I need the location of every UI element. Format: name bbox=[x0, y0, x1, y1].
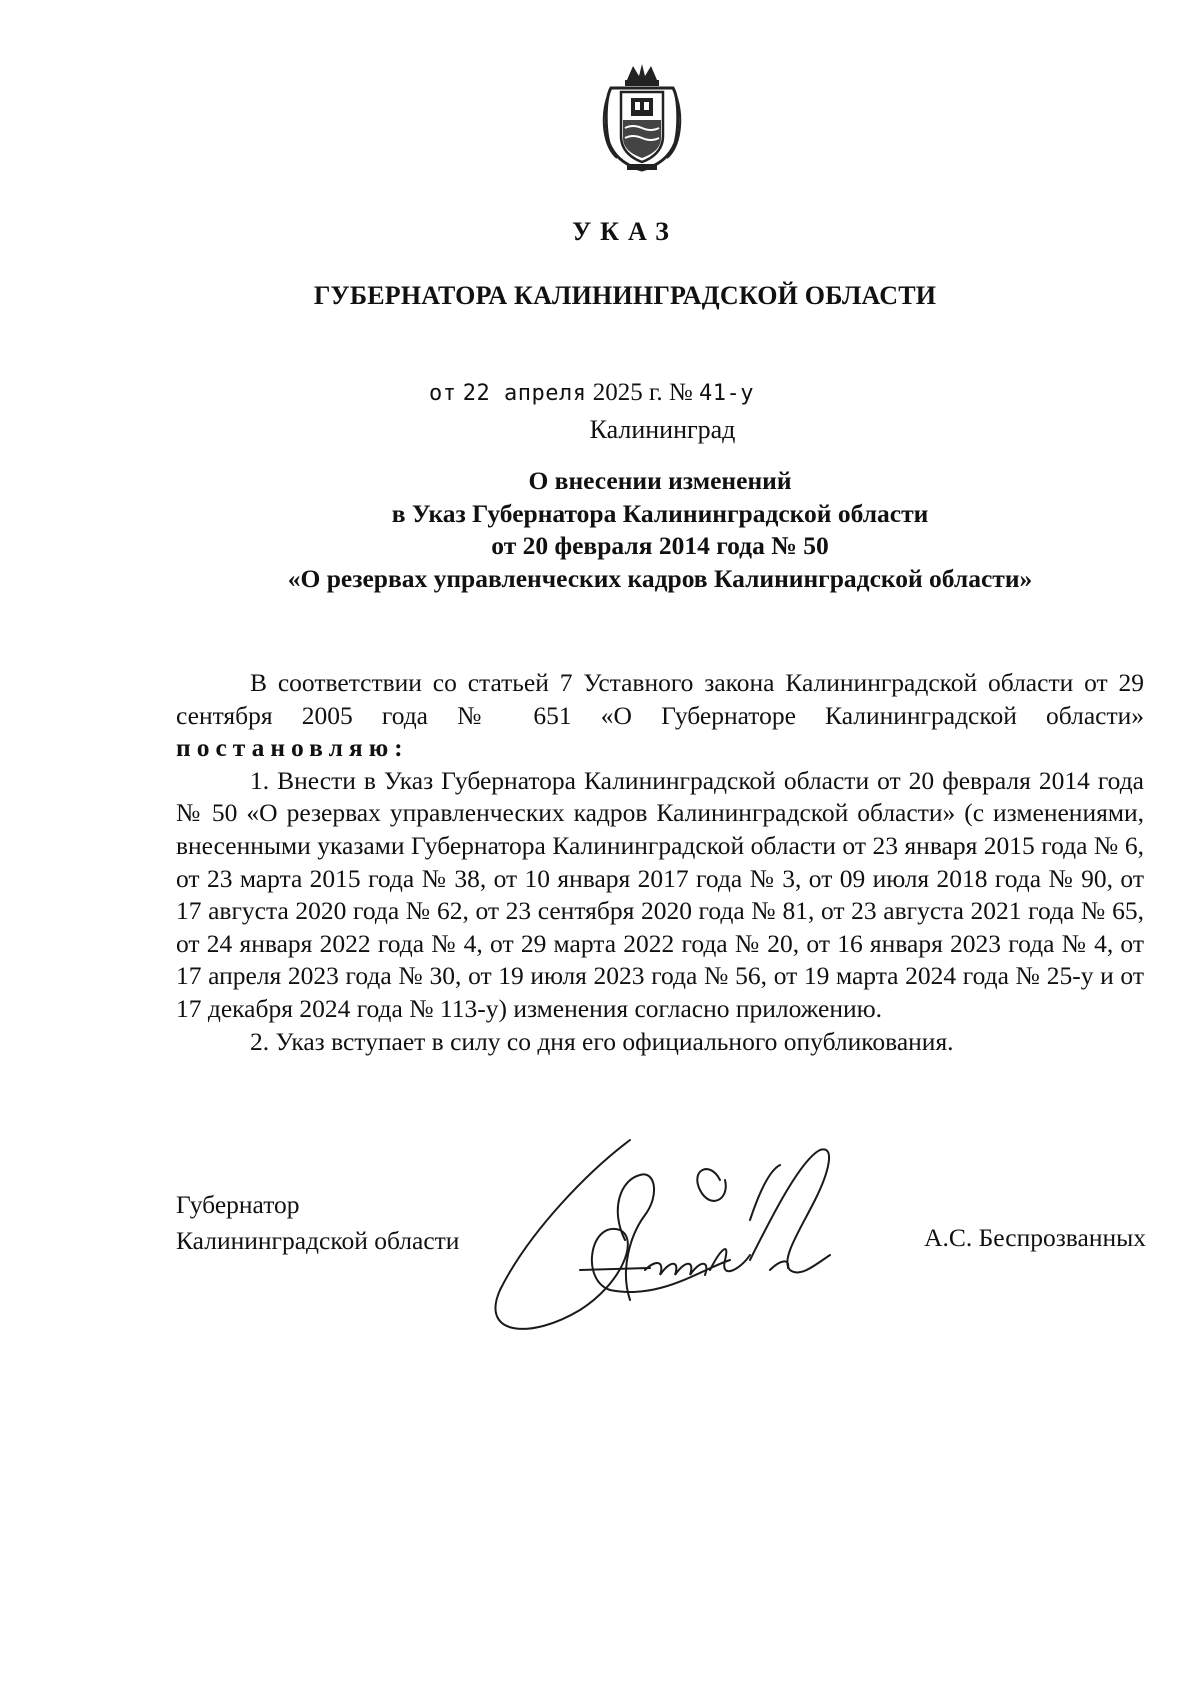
coat-of-arms-icon bbox=[597, 58, 687, 178]
signatory-position bbox=[176, 1187, 459, 1259]
handwritten-signature-icon bbox=[470, 1120, 890, 1355]
document-heading bbox=[200, 465, 1120, 595]
city-name: Калининград bbox=[589, 415, 736, 444]
date-prefix: от bbox=[429, 381, 457, 406]
heading-line: в Указ Губернатора Калининградской области bbox=[391, 498, 929, 528]
clause-1: 1. Внести в Указ Губернатора Калининградской области от 20 февраля 2014 года № 50 «О резервах управленческих кадров Калининградской области» (с изменениями, внесенными указами Губернатора Калининградской области от 23 января 2015 года № 6, от 23 марта 2015 года № 38, от 10 января 2017 года № 3, от 09 июля 2018 года № 90, от 17 августа 2020 года № 62, от 23 сентября 2020 года № 81, от 23 августа 2021 года № 65, от 24 января 2022 года № 4, от 29 марта 2022 года № 20, от 16 января 2023 года № 4, от 17 апреля 2023 года № 30, от 19 июля 2023 года № 56, от 19 марта 2024 года № 25-у и от 17 декабря 2024 года № 113-у) изменения согласно приложению. bbox=[176, 765, 1144, 1023]
date-number-line bbox=[429, 379, 754, 407]
document-body bbox=[176, 667, 1144, 1058]
clause-2: 2. Указ вступает в силу со дня его официального опубликования. bbox=[250, 1026, 954, 1056]
preamble-paragraph bbox=[176, 667, 1144, 765]
date-year: 2025 г. bbox=[592, 379, 663, 406]
number-sign: № bbox=[668, 379, 693, 406]
decree-word: постановляю: bbox=[176, 733, 409, 763]
document-type-title: УКАЗ bbox=[572, 217, 678, 246]
heading-line: от 20 февраля 2014 года № 50 bbox=[491, 531, 829, 560]
position-line-1: Губернатор bbox=[176, 1190, 300, 1219]
issuing-authority: ГУБЕРНАТОРА КАЛИНИНГРАДСКОЙ ОБЛАСТИ bbox=[313, 281, 937, 310]
preamble-text: В соответствии со статьей 7 Уставного закона Калининградской области от 29 сентября 2005 года № 651 «О Губернаторе Калининградской области» bbox=[176, 668, 1144, 730]
position-line-2: Калининградской области bbox=[176, 1226, 460, 1255]
document-number: 41-у bbox=[699, 381, 754, 406]
signatory-name: А.С. Беспрозванных bbox=[924, 1223, 1146, 1252]
heading-line: «О резервах управленческих кадров Калининградской области» bbox=[287, 563, 1033, 593]
date-value: 22 апреля bbox=[462, 381, 587, 406]
heading-line: О внесении изменений bbox=[528, 466, 792, 495]
